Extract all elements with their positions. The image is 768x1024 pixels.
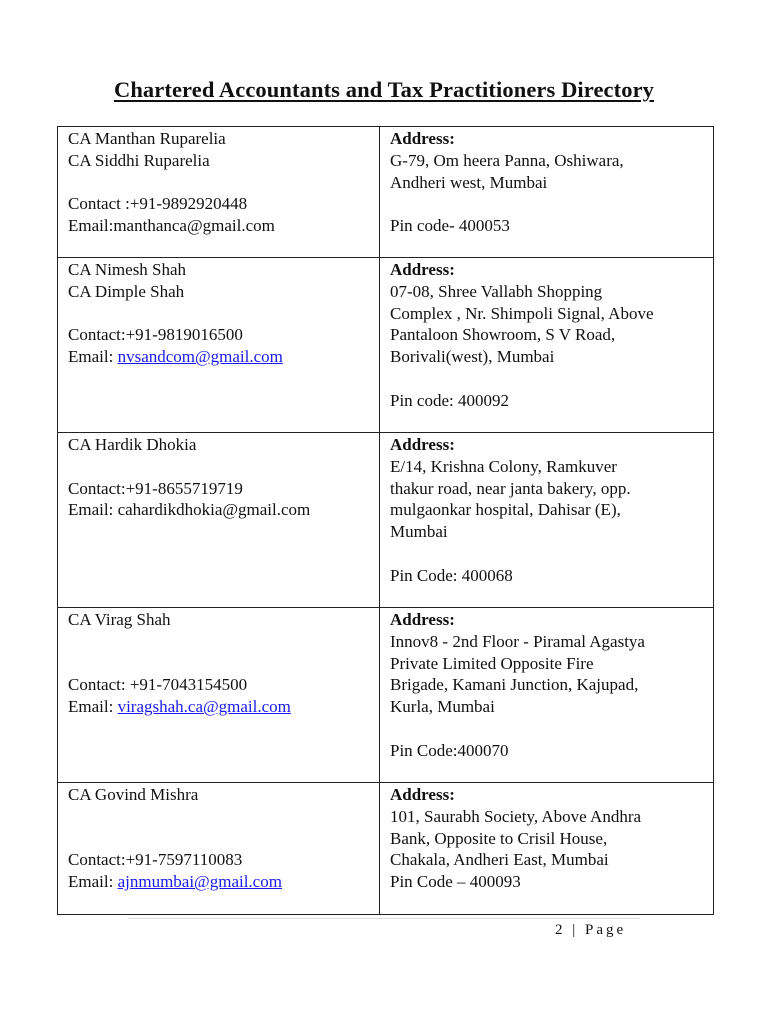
email-line: Email: nvsandcom@gmail.com	[68, 347, 283, 367]
address-line: Borivali(west), Mumbai	[390, 347, 555, 367]
address-label: Address:	[390, 435, 455, 454]
address-line: Kurla, Mumbai	[390, 697, 495, 717]
email-link[interactable]: viragshah.ca@gmail.com	[117, 697, 291, 717]
email-link[interactable]: ajnmumbai@gmail.com	[117, 872, 282, 892]
email-line: Email:manthanca@gmail.com	[68, 216, 275, 236]
table-row	[58, 783, 714, 915]
address-line: Innov8 - 2nd Floor - Piramal Agastya	[390, 631, 645, 651]
email-line: Email: cahardikdhokia@gmail.com	[68, 500, 311, 520]
address-line: Private Limited Opposite Fire	[390, 653, 594, 673]
address-line: 07-08, Shree Vallabh Shopping	[390, 281, 603, 301]
page-number: 2	[555, 922, 566, 938]
pin-code: Pin Code:400070	[390, 740, 509, 760]
address-line: E/14, Krishna Colony, Ramkuver	[390, 456, 617, 476]
name-line: CA Siddhi Ruparelia	[68, 150, 210, 170]
address-label: Address:	[390, 610, 455, 629]
email-text: cahardikdhokia@gmail.com	[117, 500, 311, 520]
address-label: Address:	[390, 129, 455, 148]
contact-line: Contact:+91-7597110083	[68, 850, 243, 870]
name-line: CA Hardik Dhokia	[68, 435, 197, 454]
footer-divider	[128, 918, 640, 919]
address-line: Mumbai	[390, 522, 448, 542]
name-line: CA Manthan Ruparelia	[68, 129, 226, 148]
address-line: Andheri west, Mumbai	[390, 172, 548, 192]
contact-cell	[58, 127, 380, 258]
contact-line: Contact: +91-7043154500	[68, 675, 248, 695]
directory-table	[57, 126, 714, 915]
contact-cell	[58, 433, 380, 608]
address-label: Address:	[390, 785, 455, 804]
footer-separator: |	[572, 922, 579, 938]
address-label: Address:	[390, 260, 455, 279]
address-line: thakur road, near janta bakery, opp.	[390, 478, 631, 498]
table-row	[58, 258, 714, 433]
pin-code: Pin code: 400092	[390, 390, 509, 410]
contact-cell	[58, 258, 380, 433]
table-row	[58, 127, 714, 258]
name-line: CA Dimple Shah	[68, 281, 185, 301]
name-line: CA Virag Shah	[68, 610, 171, 629]
address-line: Bank, Opposite to Crisil House,	[390, 828, 608, 848]
email-link[interactable]: nvsandcom@gmail.com	[117, 347, 283, 367]
contact-line: Contact:+91-9819016500	[68, 325, 243, 345]
address-cell	[380, 608, 714, 783]
email-text: manthanca@gmail.com	[113, 216, 275, 236]
table-row	[58, 433, 714, 608]
address-cell	[380, 127, 714, 258]
address-line: G-79, Om heera Panna, Oshiwara,	[390, 150, 624, 170]
pin-code: Pin Code – 400093	[390, 872, 521, 892]
contact-cell	[58, 783, 380, 915]
name-line: CA Govind Mishra	[68, 785, 199, 804]
address-line: Complex , Nr. Shimpoli Signal, Above	[390, 303, 654, 323]
pin-code: Pin Code: 400068	[390, 565, 513, 585]
page-footer	[555, 922, 626, 939]
contact-cell	[58, 608, 380, 783]
address-line: Brigade, Kamani Junction, Kajupad,	[390, 675, 639, 695]
address-line: Pantaloon Showroom, S V Road,	[390, 325, 616, 345]
contact-line: Contact :+91-9892920448	[68, 194, 248, 214]
table-row	[58, 608, 714, 783]
address-cell	[380, 783, 714, 915]
address-line: 101, Saurabh Society, Above Andhra	[390, 806, 642, 826]
email-line: Email: ajnmumbai@gmail.com	[68, 872, 282, 892]
page-title: Chartered Accountants and Tax Practitioners Directory	[113, 77, 655, 102]
page-label: Page	[585, 922, 627, 938]
address-line: Chakala, Andheri East, Mumbai	[390, 850, 609, 870]
email-line: Email: viragshah.ca@gmail.com	[68, 697, 291, 717]
name-line: CA Nimesh Shah	[68, 260, 187, 279]
contact-line: Contact:+91-8655719719	[68, 478, 243, 498]
address-cell	[380, 433, 714, 608]
pin-code: Pin code- 400053	[390, 216, 510, 236]
address-line: mulgaonkar hospital, Dahisar (E),	[390, 500, 621, 520]
address-cell	[380, 258, 714, 433]
